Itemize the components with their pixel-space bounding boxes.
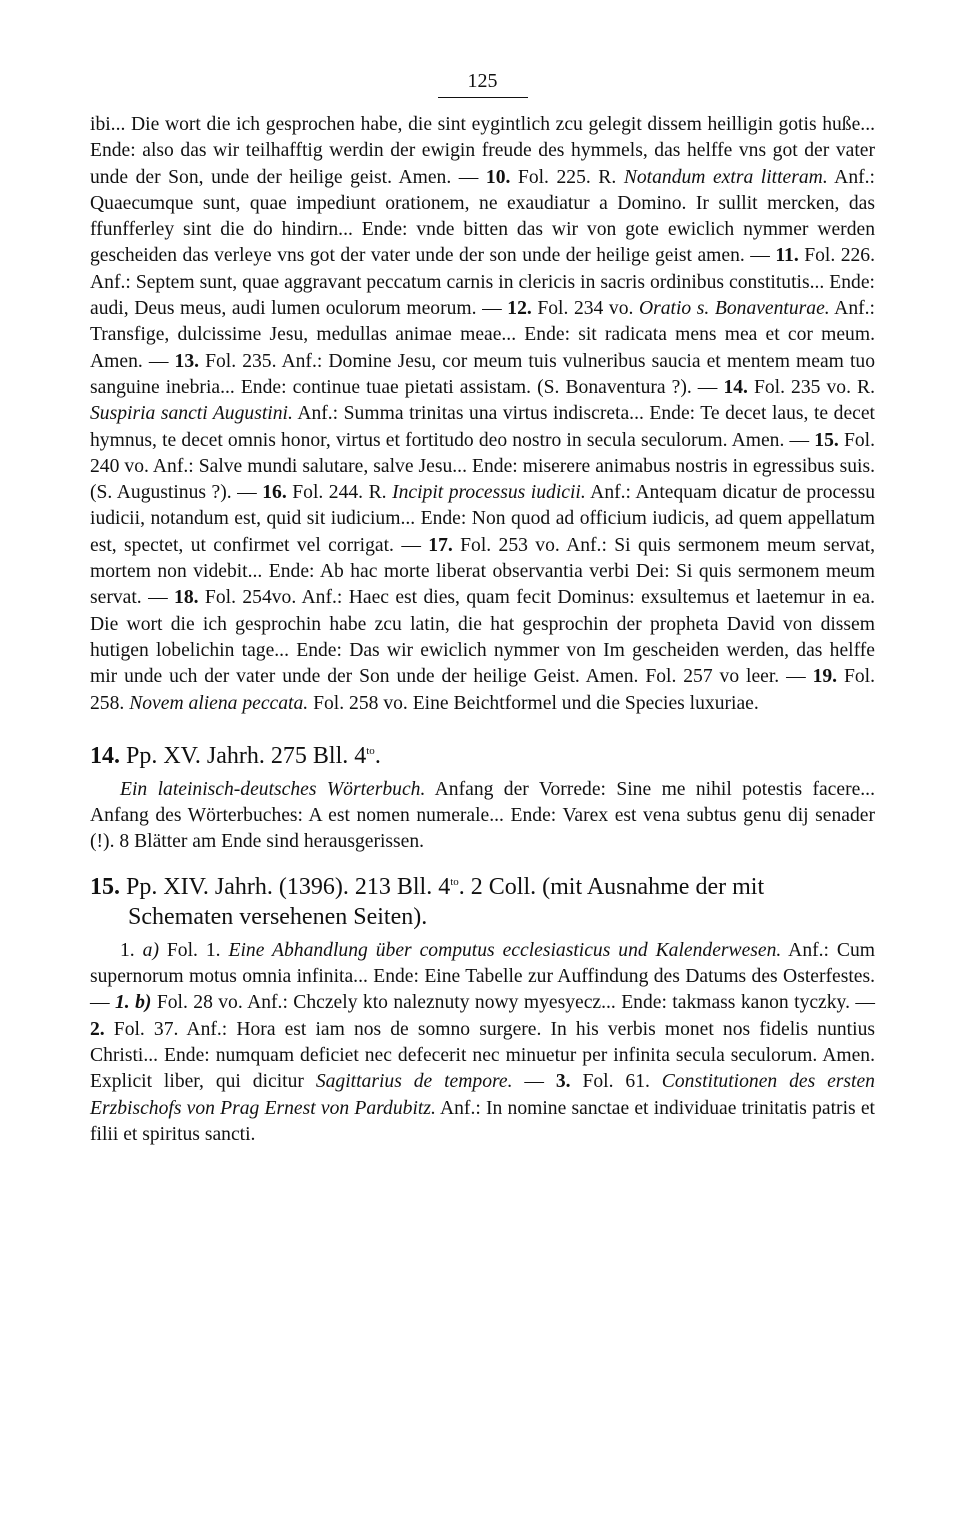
item-number: 1. b) bbox=[115, 992, 152, 1014]
format-superscript: to bbox=[450, 875, 459, 888]
text-run: Fol. 226. Anf.: Septem sunt, quae aggravant peccatum carnis in clericis in sacris ordinibus constitutis... Ende: audi, Deus meus, audi lumen oculorum meorum. — bbox=[90, 245, 875, 320]
entry-number: 14. bbox=[90, 742, 120, 769]
entry-number: 15. bbox=[90, 873, 120, 900]
item-title: Constitutionen des ersten Erzbischofs von Prag Ernest von Pardubitz. bbox=[90, 1071, 875, 1119]
item-title: Oratio s. Bonaventurae. bbox=[638, 298, 830, 320]
text-run: Anf.: Quaecumque sunt, quae impediunt orationem, ne exaudiatur a Domino. Ir sullit mercken, das ffunfferley sint die do hindirn... Ende: vnde bitten das wir von gote ewiclich nymmer werden gescheiden das verleye vns got der vater unde der son unde der heilige geist amen. — bbox=[90, 166, 875, 267]
text-run: Fol. 240 vo. Anf.: Salve mundi salutare, salve Jesu... Ende: miserere animabus nostris in egressibus suis. (S. Augustinus ?). — bbox=[90, 429, 875, 504]
item-title: Eine Abhandlung über computus ecclesiasticus und Kalenderwesen. bbox=[228, 939, 782, 961]
text-run: Fol. 234 vo. bbox=[531, 298, 639, 320]
text-run: Anf.: Transfige, dulcissime Jesu, medullas animae meae... Ende: sit radicata mens mea et cor meum. Amen. — bbox=[90, 298, 875, 372]
entry-15-body bbox=[90, 938, 875, 1148]
item-title: Suspiria sancti Augustini. bbox=[90, 403, 293, 425]
item-number: 18. bbox=[174, 587, 199, 609]
text-run: Fol. 28 vo. Anf.: Chczely kto naleznuty nowy myesyecz... Ende: takmass kanon tyczky. — bbox=[151, 992, 875, 1014]
item-number: 12. bbox=[507, 298, 532, 320]
item-number: 10. bbox=[485, 166, 511, 188]
text-run: Fol. 235 vo. R. bbox=[747, 376, 875, 398]
entry-heading-tail: . bbox=[374, 742, 381, 769]
item-number: 19. bbox=[812, 666, 838, 688]
item-title: Notandum extra litteram. bbox=[623, 166, 828, 188]
text-run: Fol. 61. bbox=[570, 1071, 662, 1093]
text-run: — bbox=[512, 1071, 556, 1093]
text-run: Fol. 225. R. bbox=[510, 166, 624, 188]
page-number-rule bbox=[438, 97, 528, 98]
text-run: Fol. 244. R. bbox=[286, 482, 393, 504]
text-run: Anf.: Summa trinitas una virtus indiscreta... Ende: Te decet laus, te decet hymnus, te decet omnis honor, virtus et fortitudo deo nostro in secula seculorum. Amen. — bbox=[90, 403, 875, 451]
item-number: 3. bbox=[555, 1071, 571, 1093]
item-number: 14. bbox=[723, 376, 748, 398]
paragraph-continuation bbox=[90, 112, 875, 717]
text-run: Anfang der Vorrede: Sine me nihil potestis facere... Anfang des Wörterbuches: A est nomen numerale... Ende: Varex est vena subtus genu dij senader (!). 8 Blätter am Ende sind herausgerissen. bbox=[90, 778, 875, 853]
text-run: Anf.: Antequam dicatur de processu iudicii, notandum est, quid sit iudicium... Ende: Non quod ad officium iudicis, ad quem appellatum est, spectet, ut confirmet vel corrigat. — bbox=[90, 482, 875, 556]
document-page bbox=[90, 70, 875, 1148]
item-title: Novem aliena peccata. bbox=[129, 692, 309, 714]
text-run: ibi... Die wort die ich gesprochen habe, die sint eygintlich zcu gelegit dissem heilligin gotis huße... Ende: also das wir teilhafftig werdin der ewigin freude des hymmels, das helffe vns got der vater unde der Son, unde der heilige geist. Amen. — bbox=[90, 114, 875, 188]
text-run: Fol. 235. Anf.: Domine Jesu, cor meum tuis vulneribus saucia et mentem meam tuo sanguine inebria... Ende: continue tuae pietati assistam. (S. Bonaventura ?). — bbox=[90, 350, 875, 398]
item-title: Ein lateinisch-deutsches Wörterbuch. bbox=[120, 778, 426, 800]
entry-14-heading bbox=[90, 741, 875, 771]
item-number: 17. bbox=[428, 534, 453, 556]
page-number: 125 bbox=[467, 70, 498, 92]
text-run: Fol. 37. Anf.: Hora est iam nos de somno surgere. In his verbis monet nos fidelis nuntius Christi... Ende: numquam deficiet nec defecerit nec minuetur per infinita secula seculorum. Amen. Explicit liber, qui dicitur bbox=[90, 1018, 875, 1093]
format-superscript: to bbox=[366, 744, 375, 757]
entry-15-heading bbox=[90, 872, 875, 932]
text-run: 1. bbox=[120, 939, 143, 961]
item-number: 2. bbox=[90, 1018, 105, 1040]
item-number: 11. bbox=[775, 245, 799, 267]
text-run: Fol. 258 vo. Eine Beichtformel und die Species luxuriae. bbox=[308, 692, 759, 714]
item-number: 16. bbox=[262, 482, 287, 504]
sub-item-label: a) bbox=[142, 939, 159, 961]
text-run: Fol. 253 vo. Anf.: Si quis sermonem meum servat, mortem non videbit... Ende: Ab hac morte liberat observantia verbi Dei: Si quis sermonem meum servat. — bbox=[90, 534, 875, 609]
text-run: Fol. 1. bbox=[158, 939, 229, 961]
item-title: Incipit processus iudicii. bbox=[392, 482, 586, 504]
entry-heading-tail: . 2 Coll. (mit Ausnahme der mit Schematen versehenen Seiten). bbox=[128, 873, 765, 930]
text-run: Anf.: Cum supernorum motus omnia infinita... Ende: Eine Tabelle zur Auffindung des Datums des Osterfestes. — bbox=[90, 939, 876, 1014]
item-number: 13. bbox=[174, 350, 200, 372]
text-run: Anf.: In nomine sanctae et individuae trinitatis patris et filii et spiritus sancti. bbox=[90, 1097, 875, 1145]
item-title: Sagittarius de tempore. bbox=[315, 1071, 513, 1093]
entry-14-body bbox=[90, 777, 875, 856]
text-run: Fol. 254vo. Anf.: Haec est dies, quam fecit Dominus: exsultemus et laetemur in ea. Die wort die ich gesprochin habe zcu latin, die hat gesprochin der propheta David von dissem hutigen lobelichin tage... Ende: Das wir ewiclich nymmer von Im gescheiden werden, das helffe mir unde uch der vater unde der Son unde der heilige Geist. Amen. Fol. 257 vo leer. — bbox=[90, 587, 876, 688]
entry-heading-text: Pp. XIV. Jahrh. (1396). 213 Bll. 4 bbox=[120, 873, 451, 900]
entry-heading-text: Pp. XV. Jahrh. 275 Bll. 4 bbox=[120, 742, 367, 769]
item-number: 15. bbox=[814, 429, 839, 451]
text-run: Fol. 258. bbox=[90, 666, 875, 714]
